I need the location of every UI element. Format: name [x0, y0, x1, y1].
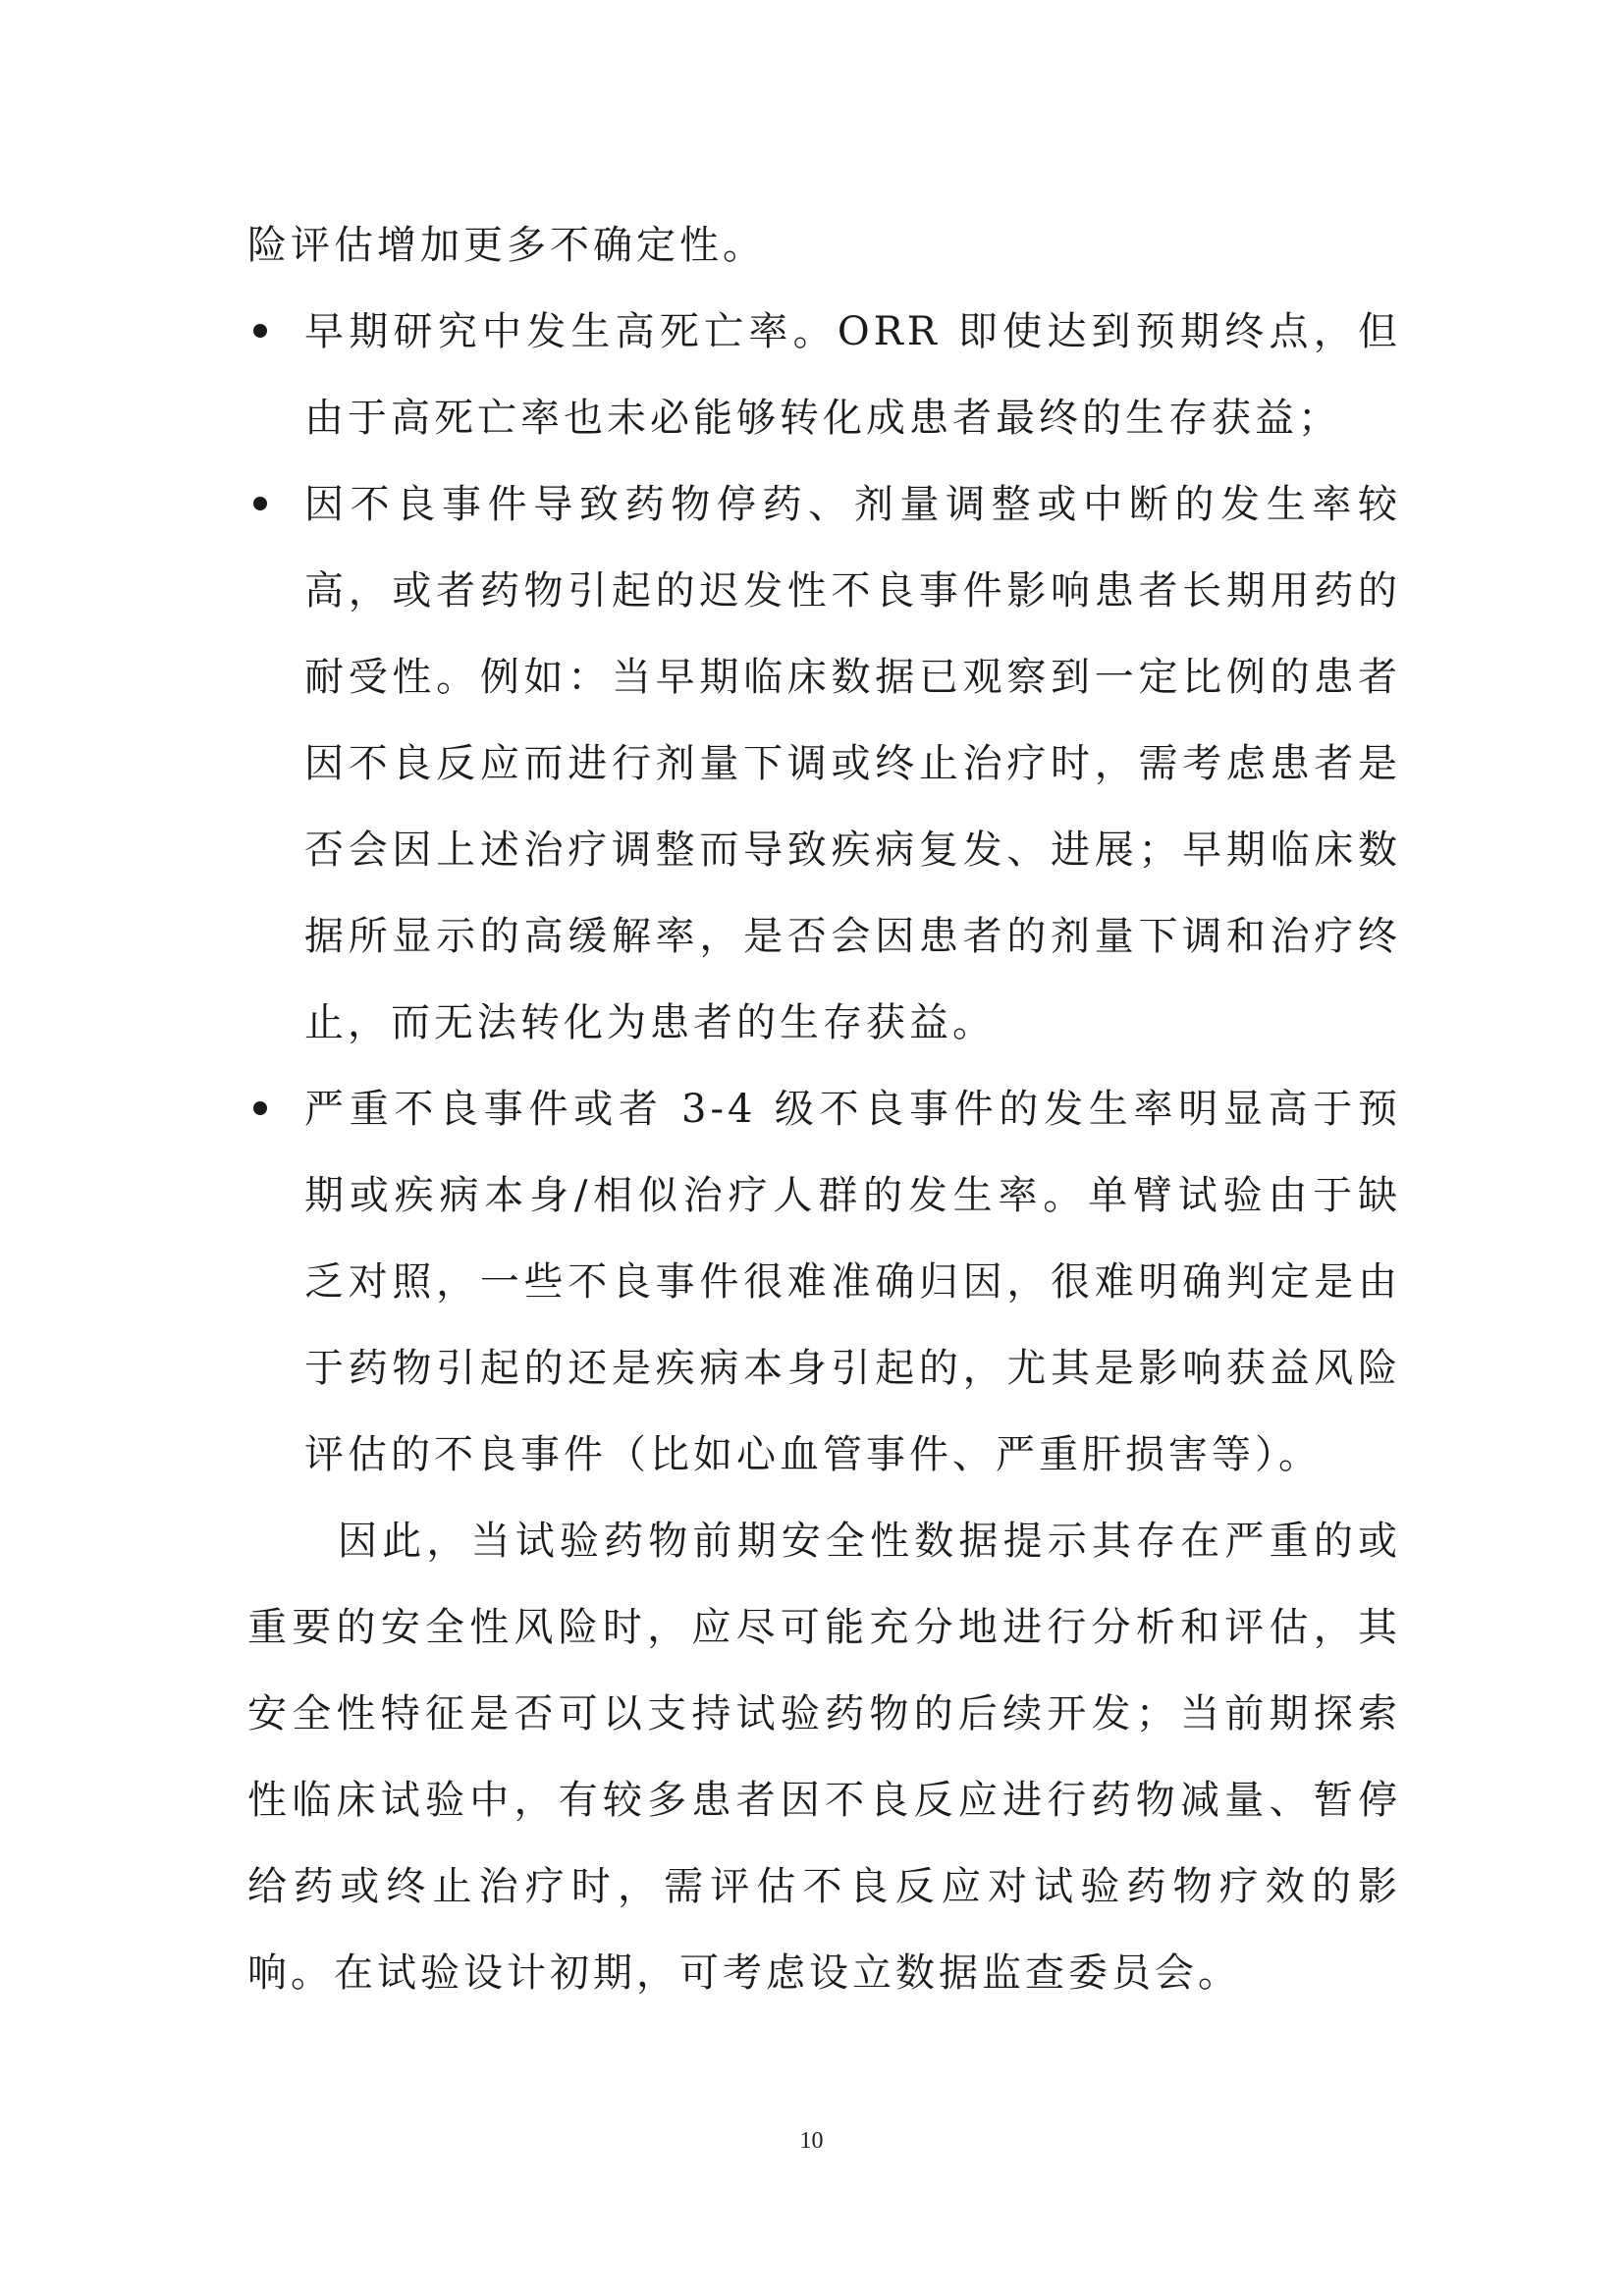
bullet-item [247, 461, 1401, 1066]
bullet-list [247, 289, 1401, 1498]
bullet-text: 因不良事件导致药物停药、剂量调整或中断的发生率较高，或者药物引起的迟发性不良事件影响患者长期用药的耐受性。例如：当早期临床数据已观察到一定比例的患者因不良反应而进行剂量下调或终止治疗时，需考虑患者是否会因上述治疗调整而导致疾病复发、进展；早期临床数据所显示的高缓解率，是否会因患者的剂量下调和治疗终止，而无法转化为患者的生存获益。 [304, 482, 1401, 1045]
bullet-dot-icon [253, 497, 267, 510]
bullet-text: 早期研究中发生高死亡率。ORR 即使达到预期终点，但由于高死亡率也未必能够转化成患者最终的生存获益； [304, 309, 1401, 441]
bullet-item [247, 289, 1401, 461]
bullet-dot-icon [253, 1101, 267, 1115]
continuation-paragraph: 险评估增加更多不确定性。 [247, 223, 766, 268]
closing-paragraph: 因此，当试验药物前期安全性数据提示其存在严重的或重要的安全性风险时，应尽可能充分地进行分析和评估，其安全性特征是否可以支持试验药物的后续开发；当前期探索性临床试验中，有较多患者因不良反应进行药物减量、暂停给药或终止治疗时，需评估不良反应对试验药物疗效的影响。在试验设计初期，可考虑设立数据监查委员会。 [247, 1519, 1401, 1996]
bullet-text: 严重不良事件或者 3-4 级不良事件的发生率明显高于预期或疾病本身/相似治疗人群的发生率。单臂试验由于缺乏对照，一些不良事件很难准确归因，很难明确判定是由于药物引起的还是疾病本身引起的，尤其是影响获益风险评估的不良事件（比如心血管事件、严重肝损害等）。 [304, 1087, 1401, 1477]
page-body [247, 202, 1401, 2016]
bullet-dot-icon [253, 324, 267, 338]
bullet-item [247, 1066, 1401, 1498]
page-number: 10 [799, 2128, 824, 2154]
